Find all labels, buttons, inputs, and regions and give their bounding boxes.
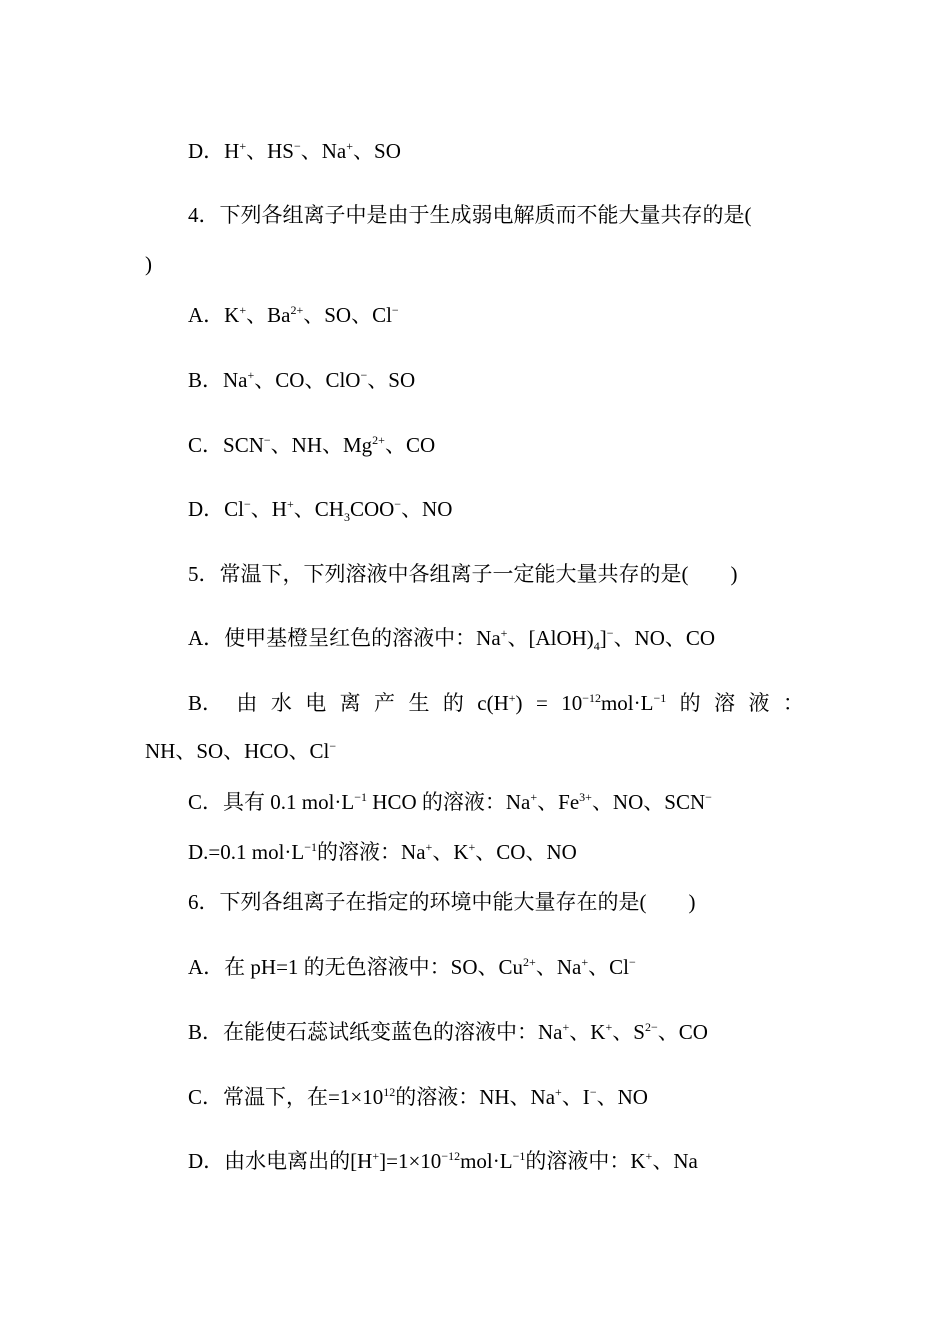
option-label: C． — [188, 1085, 224, 1109]
text: 、NO — [596, 1085, 648, 1109]
text: 、NH、Mg — [270, 433, 373, 457]
superscript: + — [500, 626, 508, 640]
text: 水 — [270, 691, 292, 715]
superscript: + — [425, 840, 433, 854]
text: 具有 0.1 mol·L — [223, 790, 355, 814]
q5-option-b-line2 — [145, 736, 336, 766]
text: 、SO — [367, 368, 416, 392]
superscript: + — [605, 1020, 613, 1034]
text: 的 — [679, 691, 701, 715]
text: 由 — [236, 691, 258, 715]
text: ]=1×10 — [379, 1149, 442, 1173]
superscript: − — [329, 739, 337, 753]
text: 离 — [339, 691, 361, 715]
superscript: − — [394, 497, 402, 511]
text: H — [224, 139, 240, 163]
superscript: + — [508, 691, 516, 705]
subscript: 3 — [343, 510, 350, 525]
text: COO — [349, 497, 395, 521]
text: 、CO — [657, 1020, 708, 1044]
q3-option-d — [188, 136, 401, 166]
text: 、[AlOH) — [507, 626, 594, 650]
option-label: D. — [188, 840, 209, 864]
math-expression — [561, 688, 666, 718]
text: 、SO — [353, 139, 401, 163]
q5-option-c — [188, 787, 712, 817]
superscript: + — [555, 1085, 562, 1099]
superscript: 2+ — [523, 955, 536, 969]
superscript: + — [286, 497, 294, 511]
superscript: 3+ — [579, 790, 592, 804]
superscript: + — [645, 1149, 653, 1163]
text: 、HS — [246, 139, 294, 163]
text: ： — [782, 691, 804, 715]
option-label: C． — [188, 433, 224, 457]
superscript: 12 — [383, 1085, 396, 1099]
text: 、NO — [401, 497, 453, 521]
equals-sign: = — [535, 691, 548, 715]
superscript: + — [247, 368, 255, 382]
superscript: −12 — [441, 1149, 461, 1163]
text: c(H — [477, 691, 509, 715]
text: ] — [599, 626, 607, 650]
option-label: B． — [188, 691, 224, 715]
superscript: 2+ — [290, 303, 304, 317]
q4-option-b — [188, 365, 415, 395]
superscript: − — [244, 497, 251, 511]
superscript: + — [530, 790, 538, 804]
text: 由水电离出的[H — [224, 1149, 373, 1173]
text: 、Na — [535, 955, 582, 979]
text: 的溶液：Na — [317, 840, 426, 864]
text: NH、SO、HCO、Cl — [145, 739, 330, 763]
option-label: D． — [188, 497, 225, 521]
q6-option-a — [188, 952, 636, 982]
text: 10 — [561, 691, 583, 715]
text: 的 — [442, 691, 464, 715]
option-label: B． — [188, 1020, 224, 1044]
superscript: + — [346, 139, 354, 153]
option-label: B． — [188, 368, 224, 392]
text: 、NO、CO — [613, 626, 716, 650]
text: 、CH — [293, 497, 344, 521]
q4-option-a — [188, 300, 399, 330]
superscript: − — [360, 368, 368, 382]
superscript: + — [468, 840, 476, 854]
text: ) — [515, 691, 523, 715]
superscript: − — [606, 626, 614, 640]
text: 、I — [561, 1085, 590, 1109]
text: mol·L — [460, 1149, 513, 1173]
superscript: −1 — [653, 691, 667, 705]
text: 、SO、Cl — [303, 303, 392, 327]
superscript: − — [628, 955, 636, 969]
math-expression — [477, 688, 522, 718]
text: 、CO、ClO — [254, 368, 361, 392]
superscript: − — [705, 790, 712, 804]
text: 、K — [569, 1020, 606, 1044]
text: 的溶液：NH、Na — [395, 1085, 556, 1109]
superscript: + — [372, 1149, 380, 1163]
text: 、K — [432, 840, 469, 864]
text: 、H — [250, 497, 287, 521]
text: 、S — [612, 1020, 645, 1044]
text: 产 — [374, 691, 396, 715]
q4-option-c — [188, 430, 435, 460]
q6-stem: 6．下列各组离子在指定的环境中能大量存在的是( ) — [188, 890, 696, 914]
superscript: + — [239, 139, 247, 153]
subscript: 4 — [593, 639, 600, 654]
superscript: − — [293, 139, 301, 153]
text: 在 pH=1 的无色溶液中：SO、Cu — [224, 955, 524, 979]
option-label: D． — [188, 1149, 225, 1173]
text: 液 — [748, 691, 770, 715]
q4-option-d — [188, 494, 452, 524]
text: SCN — [223, 433, 264, 457]
text: K — [224, 303, 240, 327]
q4-stem-end: ) — [145, 252, 152, 276]
text: 、Cl — [588, 955, 629, 979]
text: =0.1 mol·L — [208, 840, 305, 864]
text: 、CO — [384, 433, 436, 457]
q6-option-c — [188, 1082, 648, 1112]
text: 生 — [408, 691, 430, 715]
text: 使甲基橙呈红色的溶液中：Na — [224, 626, 501, 650]
superscript: + — [239, 303, 247, 317]
option-label: A． — [188, 955, 225, 979]
text: HCO 的溶液：Na — [367, 790, 531, 814]
q5-stem: 5．常温下，下列溶液中各组离子一定能大量共存的是( ) — [188, 562, 738, 586]
option-label: A． — [188, 626, 225, 650]
text: mol·L — [600, 691, 654, 715]
text: 、Na — [300, 139, 347, 163]
superscript: − — [263, 433, 271, 447]
superscript: − — [391, 303, 399, 317]
text: 、NO、SCN — [591, 790, 706, 814]
text: 的溶液中：K — [525, 1149, 646, 1173]
text: Cl — [224, 497, 245, 521]
text: 、Na — [652, 1149, 698, 1173]
q6-option-b — [188, 1017, 708, 1047]
superscript: −1 — [304, 840, 318, 854]
q5-option-d — [188, 837, 577, 867]
option-label: D． — [188, 139, 225, 163]
q5-option-b-line1 — [188, 688, 804, 718]
text: 、CO、NO — [475, 840, 577, 864]
text: 溶 — [714, 691, 736, 715]
superscript: −1 — [512, 1149, 526, 1163]
q4-stem: 4．下列各组离子中是由于生成弱电解质而不能大量共存的是( — [188, 203, 752, 227]
superscript: −1 — [354, 790, 368, 804]
q5-option-a — [188, 623, 715, 653]
q6-option-d — [188, 1146, 698, 1176]
superscript: 2+ — [372, 433, 385, 447]
text: 、Fe — [537, 790, 580, 814]
superscript: 2− — [644, 1020, 658, 1034]
superscript: − — [589, 1085, 597, 1099]
text: 、Ba — [246, 303, 291, 327]
superscript: −12 — [582, 691, 601, 705]
option-label: A． — [188, 303, 225, 327]
superscript: + — [562, 1020, 570, 1034]
text: 常温下，在=1×10 — [223, 1085, 384, 1109]
option-label: C． — [188, 790, 224, 814]
text: 在能使石蕊试纸变蓝色的溶液中：Na — [223, 1020, 563, 1044]
text: Na — [223, 368, 248, 392]
superscript: + — [581, 955, 589, 969]
text: 电 — [305, 691, 327, 715]
